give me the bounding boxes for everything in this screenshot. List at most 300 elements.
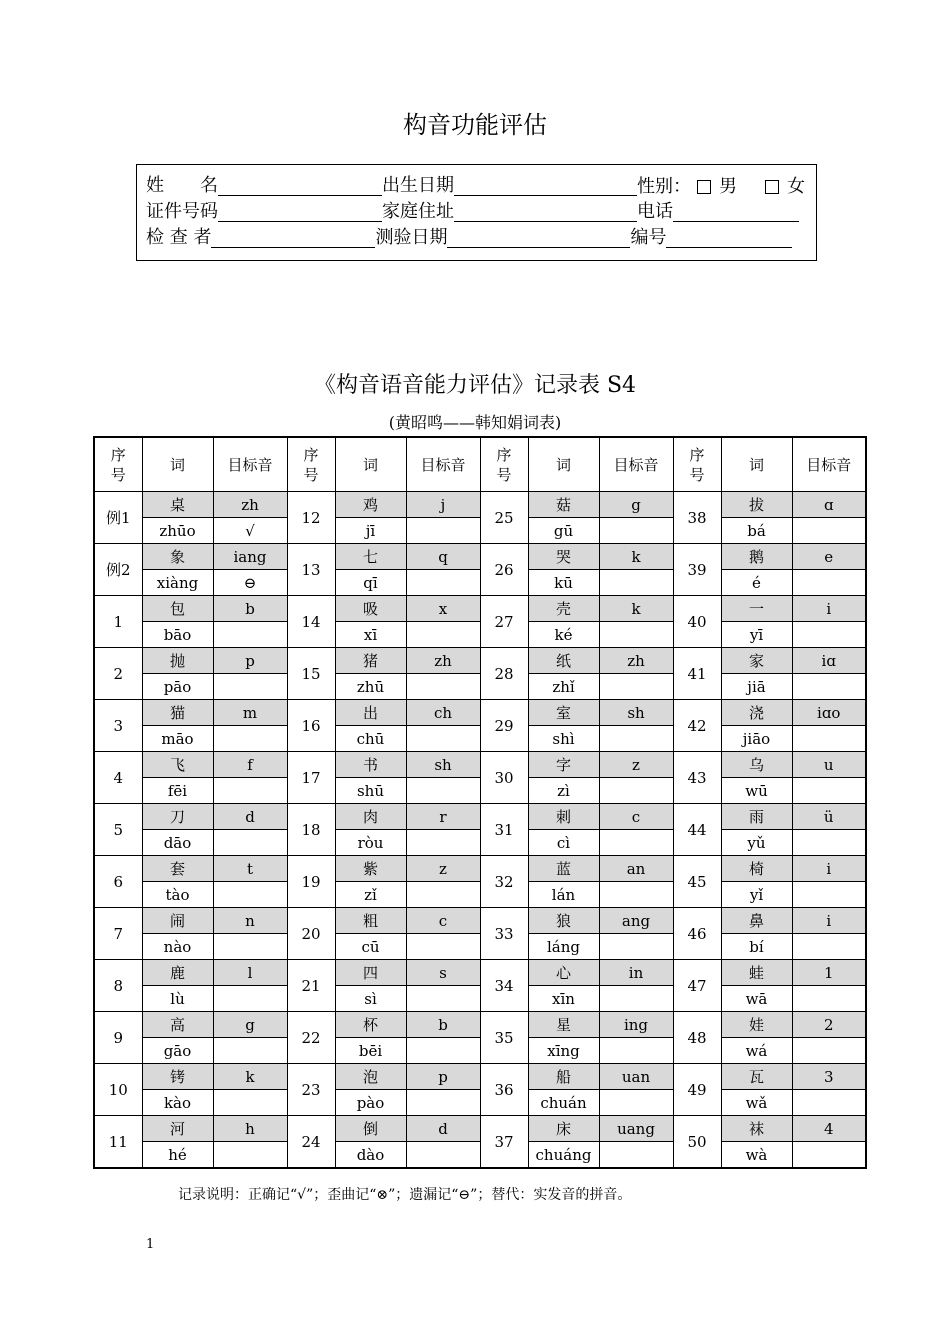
target-sound-cell: ing bbox=[599, 1012, 673, 1038]
word-cell: 杯 bbox=[335, 1012, 406, 1038]
header-word: 词 bbox=[721, 437, 792, 492]
number-label: 编号 bbox=[630, 227, 667, 248]
birth-date-label: 出生日期 bbox=[382, 175, 454, 196]
sex-options bbox=[637, 175, 805, 199]
female-checkbox[interactable] bbox=[765, 180, 779, 194]
word-cell: 袜 bbox=[721, 1116, 792, 1142]
pinyin-cell: kào bbox=[142, 1090, 213, 1116]
word-cell: 鸡 bbox=[335, 492, 406, 518]
pinyin-cell: pào bbox=[335, 1090, 406, 1116]
table-row bbox=[94, 1064, 866, 1090]
word-cell: 高 bbox=[142, 1012, 213, 1038]
pinyin-cell: cì bbox=[528, 830, 599, 856]
record-cell[interactable] bbox=[599, 882, 673, 908]
pinyin-cell: bēi bbox=[335, 1038, 406, 1064]
pinyin-cell: hé bbox=[142, 1142, 213, 1169]
male-checkbox[interactable] bbox=[697, 180, 711, 194]
word-cell: 鼻 bbox=[721, 908, 792, 934]
record-subtitle: (黄昭鸣——韩知娟词表) bbox=[388, 413, 562, 432]
pinyin-cell: zǐ bbox=[335, 882, 406, 908]
item-number: 15 bbox=[287, 648, 335, 700]
pinyin-cell: fēi bbox=[142, 778, 213, 804]
record-cell[interactable] bbox=[792, 986, 866, 1012]
home-address-label: 家庭住址 bbox=[382, 201, 454, 222]
item-number: 2 bbox=[94, 648, 142, 700]
table-row bbox=[94, 856, 866, 882]
pinyin-cell: jiā bbox=[721, 674, 792, 700]
word-cell: 七 bbox=[335, 544, 406, 570]
pinyin-cell: wū bbox=[721, 778, 792, 804]
record-cell[interactable] bbox=[213, 830, 287, 856]
target-sound-cell: zh bbox=[406, 648, 480, 674]
record-cell[interactable] bbox=[792, 1142, 866, 1169]
word-cell: 鹅 bbox=[721, 544, 792, 570]
number-field[interactable] bbox=[666, 227, 792, 248]
word-cell: 肉 bbox=[335, 804, 406, 830]
target-sound-cell: i bbox=[792, 596, 866, 622]
word-cell: 雨 bbox=[721, 804, 792, 830]
target-sound-cell: i bbox=[792, 908, 866, 934]
word-cell: 书 bbox=[335, 752, 406, 778]
word-cell: 拔 bbox=[721, 492, 792, 518]
personal-info-box bbox=[136, 164, 817, 261]
pinyin-cell: zhū bbox=[335, 674, 406, 700]
word-cell: 乌 bbox=[721, 752, 792, 778]
word-cell: 飞 bbox=[142, 752, 213, 778]
target-sound-cell: q bbox=[406, 544, 480, 570]
target-sound-cell: zh bbox=[599, 648, 673, 674]
record-cell[interactable] bbox=[406, 570, 480, 596]
record-cell[interactable] bbox=[213, 674, 287, 700]
item-number: 38 bbox=[673, 492, 721, 544]
item-number: 42 bbox=[673, 700, 721, 752]
pinyin-cell: yī bbox=[721, 622, 792, 648]
header-no: 序 号 bbox=[287, 437, 335, 492]
word-cell: 闹 bbox=[142, 908, 213, 934]
target-sound-cell: c bbox=[599, 804, 673, 830]
record-cell[interactable] bbox=[599, 986, 673, 1012]
item-number: 5 bbox=[94, 804, 142, 856]
item-number: 14 bbox=[287, 596, 335, 648]
target-sound-cell: b bbox=[213, 596, 287, 622]
target-sound-cell: s bbox=[406, 960, 480, 986]
word-cell: 壳 bbox=[528, 596, 599, 622]
item-number: 7 bbox=[94, 908, 142, 960]
header-word: 词 bbox=[335, 437, 406, 492]
record-cell[interactable] bbox=[792, 674, 866, 700]
header-target: 目标音 bbox=[406, 437, 480, 492]
record-cell[interactable] bbox=[213, 622, 287, 648]
item-number: 28 bbox=[480, 648, 528, 700]
word-cell: 鹿 bbox=[142, 960, 213, 986]
table-row bbox=[94, 752, 866, 778]
record-cell[interactable] bbox=[599, 622, 673, 648]
pinyin-cell: pāo bbox=[142, 674, 213, 700]
record-cell[interactable] bbox=[213, 1038, 287, 1064]
page-title: 构音功能评估 bbox=[403, 111, 547, 139]
table-row bbox=[94, 700, 866, 726]
target-sound-cell: j bbox=[406, 492, 480, 518]
word-cell: 出 bbox=[335, 700, 406, 726]
pinyin-cell: lán bbox=[528, 882, 599, 908]
record-cell[interactable] bbox=[599, 934, 673, 960]
birth-date-field[interactable] bbox=[454, 175, 637, 196]
item-number: 35 bbox=[480, 1012, 528, 1064]
record-cell[interactable]: √ bbox=[213, 518, 287, 544]
item-number: 10 bbox=[94, 1064, 142, 1116]
item-number: 13 bbox=[287, 544, 335, 596]
record-table bbox=[93, 436, 867, 1169]
word-cell: 狼 bbox=[528, 908, 599, 934]
item-number: 17 bbox=[287, 752, 335, 804]
item-number: 12 bbox=[287, 492, 335, 544]
target-sound-cell: sh bbox=[406, 752, 480, 778]
record-cell[interactable] bbox=[599, 1090, 673, 1116]
item-number: 37 bbox=[480, 1116, 528, 1169]
record-cell[interactable]: ⊖ bbox=[213, 570, 287, 596]
word-cell: 猫 bbox=[142, 700, 213, 726]
pinyin-cell: tào bbox=[142, 882, 213, 908]
target-sound-cell: f bbox=[213, 752, 287, 778]
record-cell[interactable] bbox=[792, 622, 866, 648]
target-sound-cell: p bbox=[213, 648, 287, 674]
target-sound-cell: m bbox=[213, 700, 287, 726]
item-number: 3 bbox=[94, 700, 142, 752]
record-cell[interactable] bbox=[792, 1090, 866, 1116]
word-cell: 纸 bbox=[528, 648, 599, 674]
record-cell[interactable] bbox=[406, 778, 480, 804]
target-sound-cell: 3 bbox=[792, 1064, 866, 1090]
word-cell: 星 bbox=[528, 1012, 599, 1038]
record-cell[interactable] bbox=[213, 1142, 287, 1169]
target-sound-cell: ang bbox=[599, 908, 673, 934]
pinyin-cell: shū bbox=[335, 778, 406, 804]
word-cell: 一 bbox=[721, 596, 792, 622]
pinyin-cell: xīng bbox=[528, 1038, 599, 1064]
header-target: 目标音 bbox=[599, 437, 673, 492]
target-sound-cell: ch bbox=[406, 700, 480, 726]
info-row-3 bbox=[146, 227, 792, 251]
record-cell[interactable] bbox=[599, 674, 673, 700]
target-sound-cell: d bbox=[406, 1116, 480, 1142]
record-cell[interactable] bbox=[406, 1038, 480, 1064]
word-cell: 菇 bbox=[528, 492, 599, 518]
target-sound-cell: p bbox=[406, 1064, 480, 1090]
record-cell[interactable] bbox=[406, 674, 480, 700]
header-target: 目标音 bbox=[213, 437, 287, 492]
home-address-field[interactable] bbox=[454, 201, 637, 222]
word-cell: 船 bbox=[528, 1064, 599, 1090]
item-number: 34 bbox=[480, 960, 528, 1012]
word-cell: 猪 bbox=[335, 648, 406, 674]
target-sound-cell: e bbox=[792, 544, 866, 570]
name-label: 姓 名 bbox=[146, 175, 218, 196]
record-cell[interactable] bbox=[792, 882, 866, 908]
record-cell[interactable] bbox=[792, 830, 866, 856]
item-number: 20 bbox=[287, 908, 335, 960]
item-number: 44 bbox=[673, 804, 721, 856]
pinyin-cell: jiāo bbox=[721, 726, 792, 752]
header-word: 词 bbox=[528, 437, 599, 492]
record-cell[interactable] bbox=[792, 778, 866, 804]
target-sound-cell: uan bbox=[599, 1064, 673, 1090]
target-sound-cell: n bbox=[213, 908, 287, 934]
pinyin-cell: bí bbox=[721, 934, 792, 960]
item-number: 23 bbox=[287, 1064, 335, 1116]
target-sound-cell: ü bbox=[792, 804, 866, 830]
target-sound-cell: zh bbox=[213, 492, 287, 518]
item-number: 1 bbox=[94, 596, 142, 648]
record-cell[interactable] bbox=[599, 570, 673, 596]
target-sound-cell: 4 bbox=[792, 1116, 866, 1142]
target-sound-cell: k bbox=[599, 596, 673, 622]
header-no: 序 号 bbox=[480, 437, 528, 492]
item-number: 4 bbox=[94, 752, 142, 804]
table-row bbox=[94, 960, 866, 986]
table-row bbox=[94, 1116, 866, 1142]
target-sound-cell: b bbox=[406, 1012, 480, 1038]
record-note: 记录说明：正确记“√”；歪曲记“⊗”；遗漏记“⊖”；替代：实发音的拼音。 bbox=[178, 1187, 632, 1203]
record-cell[interactable] bbox=[599, 518, 673, 544]
pinyin-cell: xiàng bbox=[142, 570, 213, 596]
item-number: 6 bbox=[94, 856, 142, 908]
pinyin-cell: yǔ bbox=[721, 830, 792, 856]
word-cell: 字 bbox=[528, 752, 599, 778]
pinyin-cell: dāo bbox=[142, 830, 213, 856]
target-sound-cell: an bbox=[599, 856, 673, 882]
pinyin-cell: ròu bbox=[335, 830, 406, 856]
target-sound-cell: t bbox=[213, 856, 287, 882]
item-number: 32 bbox=[480, 856, 528, 908]
target-sound-cell: u bbox=[792, 752, 866, 778]
target-sound-cell: uang bbox=[599, 1116, 673, 1142]
word-cell: 刺 bbox=[528, 804, 599, 830]
pinyin-cell: yǐ bbox=[721, 882, 792, 908]
record-title: 《构音语音能力评估》记录表 S4 bbox=[313, 373, 637, 398]
pinyin-cell: nào bbox=[142, 934, 213, 960]
record-cell[interactable] bbox=[213, 882, 287, 908]
info-row-2 bbox=[146, 201, 799, 225]
record-cell[interactable] bbox=[792, 570, 866, 596]
target-sound-cell: c bbox=[406, 908, 480, 934]
item-number: 36 bbox=[480, 1064, 528, 1116]
examiner-field[interactable] bbox=[211, 227, 375, 248]
word-cell: 浇 bbox=[721, 700, 792, 726]
item-number: 40 bbox=[673, 596, 721, 648]
record-cell[interactable] bbox=[792, 518, 866, 544]
item-number: 11 bbox=[94, 1116, 142, 1169]
pinyin-cell: wǎ bbox=[721, 1090, 792, 1116]
pinyin-cell: ké bbox=[528, 622, 599, 648]
pinyin-cell: māo bbox=[142, 726, 213, 752]
pinyin-cell: xīn bbox=[528, 986, 599, 1012]
word-cell: 套 bbox=[142, 856, 213, 882]
record-cell[interactable] bbox=[406, 1142, 480, 1169]
record-cell[interactable] bbox=[406, 934, 480, 960]
item-number: 26 bbox=[480, 544, 528, 596]
record-cell[interactable] bbox=[792, 934, 866, 960]
header-no: 序 号 bbox=[673, 437, 721, 492]
target-sound-cell: g bbox=[599, 492, 673, 518]
record-cell[interactable] bbox=[213, 986, 287, 1012]
pinyin-cell: wā bbox=[721, 986, 792, 1012]
word-cell: 家 bbox=[721, 648, 792, 674]
pinyin-cell: qī bbox=[335, 570, 406, 596]
pinyin-cell: é bbox=[721, 570, 792, 596]
item-number: 19 bbox=[287, 856, 335, 908]
word-cell: 哭 bbox=[528, 544, 599, 570]
pinyin-cell: chū bbox=[335, 726, 406, 752]
header-target: 目标音 bbox=[792, 437, 866, 492]
item-number: 50 bbox=[673, 1116, 721, 1169]
record-cell[interactable] bbox=[213, 726, 287, 752]
item-number: 例1 bbox=[94, 492, 142, 544]
word-cell: 粗 bbox=[335, 908, 406, 934]
word-cell: 包 bbox=[142, 596, 213, 622]
id-number-field[interactable] bbox=[218, 201, 382, 222]
record-cell[interactable] bbox=[213, 778, 287, 804]
target-sound-cell: l bbox=[213, 960, 287, 986]
record-cell[interactable] bbox=[599, 778, 673, 804]
target-sound-cell: 1 bbox=[792, 960, 866, 986]
target-sound-cell: x bbox=[406, 596, 480, 622]
pinyin-cell: gū bbox=[528, 518, 599, 544]
item-number: 18 bbox=[287, 804, 335, 856]
target-sound-cell: d bbox=[213, 804, 287, 830]
table-row bbox=[94, 1012, 866, 1038]
male-label: 男 bbox=[719, 176, 737, 197]
pinyin-cell: shì bbox=[528, 726, 599, 752]
record-cell[interactable] bbox=[599, 830, 673, 856]
test-date-label: 测验日期 bbox=[375, 227, 448, 248]
target-sound-cell: z bbox=[599, 752, 673, 778]
target-sound-cell: 2 bbox=[792, 1012, 866, 1038]
item-number: 47 bbox=[673, 960, 721, 1012]
phone-field[interactable] bbox=[673, 201, 799, 222]
target-sound-cell: g bbox=[213, 1012, 287, 1038]
pinyin-cell: cū bbox=[335, 934, 406, 960]
item-number: 21 bbox=[287, 960, 335, 1012]
target-sound-cell: k bbox=[213, 1064, 287, 1090]
word-cell: 河 bbox=[142, 1116, 213, 1142]
word-cell: 蛙 bbox=[721, 960, 792, 986]
pinyin-cell: zhǐ bbox=[528, 674, 599, 700]
sex-label: 性别： bbox=[637, 176, 691, 197]
item-number: 30 bbox=[480, 752, 528, 804]
pinyin-cell: chuán bbox=[528, 1090, 599, 1116]
item-number: 16 bbox=[287, 700, 335, 752]
table-row bbox=[94, 596, 866, 622]
header-word: 词 bbox=[142, 437, 213, 492]
name-field[interactable] bbox=[218, 175, 382, 196]
item-number: 31 bbox=[480, 804, 528, 856]
id-number-label: 证件号码 bbox=[146, 201, 218, 222]
target-sound-cell: h bbox=[213, 1116, 287, 1142]
table-row bbox=[94, 648, 866, 674]
record-cell[interactable] bbox=[406, 726, 480, 752]
record-cell[interactable] bbox=[406, 986, 480, 1012]
word-cell: 心 bbox=[528, 960, 599, 986]
record-cell[interactable] bbox=[792, 1038, 866, 1064]
phone-label: 电话 bbox=[637, 201, 673, 222]
record-cell[interactable] bbox=[599, 1142, 673, 1169]
pinyin-cell: bāo bbox=[142, 622, 213, 648]
item-number: 49 bbox=[673, 1064, 721, 1116]
item-number: 22 bbox=[287, 1012, 335, 1064]
word-cell: 床 bbox=[528, 1116, 599, 1142]
record-cell[interactable] bbox=[213, 934, 287, 960]
target-sound-cell: r bbox=[406, 804, 480, 830]
table-row bbox=[94, 544, 866, 570]
target-sound-cell: in bbox=[599, 960, 673, 986]
item-number: 41 bbox=[673, 648, 721, 700]
target-sound-cell: sh bbox=[599, 700, 673, 726]
word-cell: 桌 bbox=[142, 492, 213, 518]
table-row bbox=[94, 492, 866, 518]
word-cell: 四 bbox=[335, 960, 406, 986]
page-number: 1 bbox=[146, 1237, 155, 1252]
item-number: 43 bbox=[673, 752, 721, 804]
word-cell: 椅 bbox=[721, 856, 792, 882]
record-cell[interactable] bbox=[406, 882, 480, 908]
table-row bbox=[94, 908, 866, 934]
item-number: 27 bbox=[480, 596, 528, 648]
pinyin-cell: jī bbox=[335, 518, 406, 544]
table-header-row bbox=[94, 437, 866, 492]
word-cell: 泡 bbox=[335, 1064, 406, 1090]
record-cell[interactable] bbox=[406, 830, 480, 856]
pinyin-cell: zì bbox=[528, 778, 599, 804]
info-row-1 bbox=[146, 175, 805, 199]
word-cell: 室 bbox=[528, 700, 599, 726]
target-sound-cell: iang bbox=[213, 544, 287, 570]
pinyin-cell: dào bbox=[335, 1142, 406, 1169]
pinyin-cell: zhūo bbox=[142, 518, 213, 544]
word-cell: 吸 bbox=[335, 596, 406, 622]
item-number: 46 bbox=[673, 908, 721, 960]
item-number: 例2 bbox=[94, 544, 142, 596]
pinyin-cell: wà bbox=[721, 1142, 792, 1169]
word-cell: 刀 bbox=[142, 804, 213, 830]
test-date-field[interactable] bbox=[447, 227, 630, 248]
target-sound-cell: z bbox=[406, 856, 480, 882]
target-sound-cell: ɑ bbox=[792, 492, 866, 518]
word-cell: 瓦 bbox=[721, 1064, 792, 1090]
word-cell: 娃 bbox=[721, 1012, 792, 1038]
pinyin-cell: bá bbox=[721, 518, 792, 544]
record-cell[interactable] bbox=[599, 1038, 673, 1064]
word-cell: 象 bbox=[142, 544, 213, 570]
record-cell[interactable] bbox=[406, 518, 480, 544]
pinyin-cell: láng bbox=[528, 934, 599, 960]
record-cell[interactable] bbox=[599, 726, 673, 752]
word-cell: 紫 bbox=[335, 856, 406, 882]
pinyin-cell: sì bbox=[335, 986, 406, 1012]
word-cell: 抛 bbox=[142, 648, 213, 674]
record-cell[interactable] bbox=[792, 726, 866, 752]
pinyin-cell: gāo bbox=[142, 1038, 213, 1064]
target-sound-cell: iɑo bbox=[792, 700, 866, 726]
pinyin-cell: lù bbox=[142, 986, 213, 1012]
record-cell[interactable] bbox=[406, 622, 480, 648]
record-cell[interactable] bbox=[213, 1090, 287, 1116]
item-number: 39 bbox=[673, 544, 721, 596]
record-cell[interactable] bbox=[406, 1090, 480, 1116]
item-number: 9 bbox=[94, 1012, 142, 1064]
item-number: 8 bbox=[94, 960, 142, 1012]
target-sound-cell: i bbox=[792, 856, 866, 882]
pinyin-cell: xī bbox=[335, 622, 406, 648]
